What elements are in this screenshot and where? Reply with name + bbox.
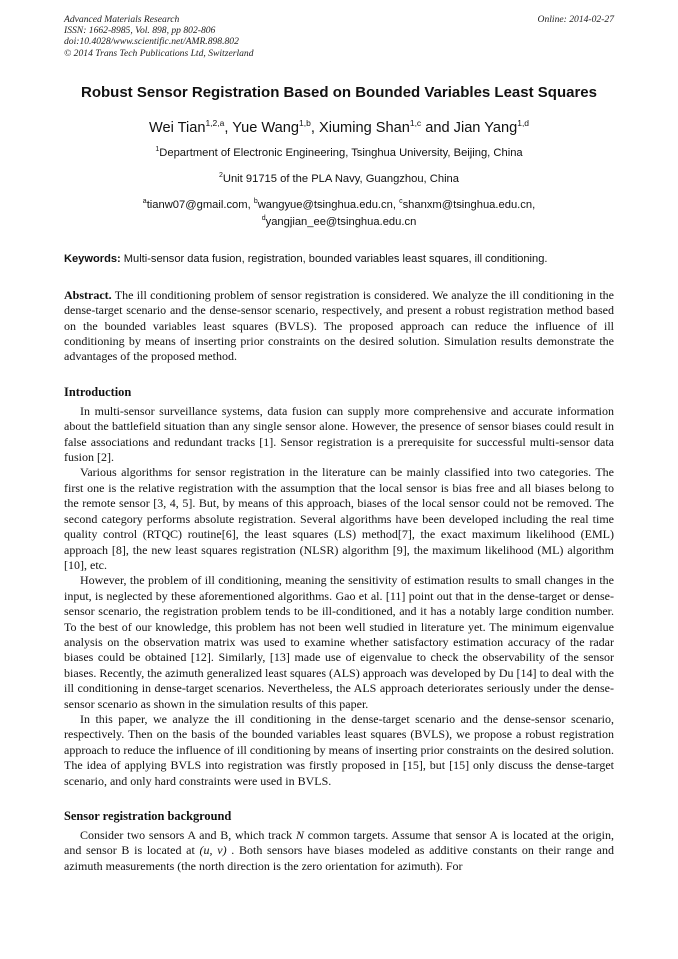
author-separator: , <box>310 119 319 136</box>
keywords <box>64 252 614 266</box>
author-name: Wei Tian <box>148 119 206 136</box>
author-separator: , <box>224 119 233 136</box>
introduction-body <box>64 404 614 789</box>
author-sup: 1,2,a <box>205 117 225 128</box>
author-sup: 1,c <box>409 117 422 128</box>
online-date: Online: 2014-02-27 <box>537 14 614 25</box>
author-list <box>64 114 614 137</box>
affiliation-sup: 1 <box>155 145 160 153</box>
email-sup: b <box>253 197 258 205</box>
email-b: wangyue@tsinghua.edu.cn, <box>257 198 400 211</box>
author-separator: and <box>421 119 454 136</box>
affiliation-sup: 2 <box>218 171 223 179</box>
text-run: Consider two sensors A and B, which track <box>80 828 296 842</box>
affiliation-text: Department of Electronic Engineering, Tsinghua University, Beijing, China <box>159 146 523 159</box>
journal-name: Advanced Materials Research <box>64 14 180 25</box>
author-emails <box>64 195 614 230</box>
text-run: common targets. Assume that sensor A is located at the origin, and sensor B is located at <box>64 828 614 858</box>
author-name: Jian Yang <box>453 119 518 136</box>
background-body <box>64 828 614 874</box>
abstract-text: The ill conditioning problem of sensor registration is considered. We analyze the ill conditioning in the dense-target scenario and the dense-sensor scenario, respectively, and present a robust registration method based on the bounded variables least squares (BVLS). The proposed approach can reduce the influence of ill conditioning by means of inserting prior constraints on the desired solution. Simulation results demonstrate the advantages of the proposed method. <box>64 287 614 364</box>
abstract-label: Abstract. <box>64 287 112 302</box>
paragraph: Various algorithms for sensor registration in the literature can be mainly classified into two categories. The first one is the relative registration with the assumption that the local sensor is bias free and all biases belong to the remote sensor [3, 4, 5]. But, by means of this approach, biases of the local sensor could not be removed. The second category performs absolute registration. Several algorithms have been developed including the real time quality control (RTQC) routine[6], the least squares (LS) method[7], the exact maximum likelihood (EML) approach [8], the new least squares registration (NLSR) algorithm [9], the maximum likelihood (ML) algorithm [10], etc. <box>64 465 614 572</box>
affiliation-2 <box>64 169 614 186</box>
section-heading-introduction: Introduction <box>64 384 132 399</box>
keywords-text: Multi-sensor data fusion, registration, bounded variables least squares, ill conditioning. <box>120 252 548 265</box>
text-run: . Both sensors have biases modeled as additive constants on their range and azimuth measurements (the north direction is the zero orientation for azimuth). For <box>64 843 614 873</box>
author-sup: 1,b <box>299 117 311 128</box>
author-name: Xiuming Shan <box>318 119 410 136</box>
journal-header <box>64 14 614 59</box>
email-c: shanxm@tsinghua.edu.cn, <box>402 198 536 211</box>
math-symbol: (u, v) <box>199 843 227 858</box>
paragraph: In this paper, we analyze the ill conditioning in the dense-target scenario and the dense-sensor scenario, respectively. Then on the basis of the bounded variables least squares (BVLS), we propose a robust registration approach to reduce the influence of ill conditioning by means of inserting prior constraints on the desired solution. The idea of applying BVLS into registration was firstly proposed in [15], but [15] only discuss the dense-target scenario, and only hard constraints were used in BVLS. <box>64 711 614 788</box>
paragraph: However, the problem of ill conditioning, meaning the sensitivity of estimation results to small changes in the input, is neglected by these aforementioned algorithms. Gao et al. [11] point out that in the dense-target or dense-sensor scenario, the registration problem tends to be ill-conditioned, and it has a notably large condition number. To the best of our knowledge, this problem has not been well studied in literature yet. The minimum eigenvalue analysis on the observation matrix was used to examine whether satisfactory estimation accuracy of the radar biases could be obtained [12]. Similarly, [13] made use of eigenvalue to check the observability of the sensor biases. Recently, the azimuth generalized least squares (ALS) approach was developed by Du [14] to deal with the ill conditioning in dense-target scenarios. Nevertheless, the ALS approach deteriorates seriously under the dense-sensor scenario as shown in the simulation results of this paper. <box>64 573 614 711</box>
issn-line: ISSN: 1662-8985, Vol. 898, pp 802-806 <box>64 25 216 37</box>
affiliation-text: Unit 91715 of the PLA Navy, Guangzhou, China <box>222 172 460 185</box>
author-name: Yue Wang <box>232 119 300 136</box>
paragraph <box>64 828 614 874</box>
paragraph: In multi-sensor surveillance systems, data fusion can supply more comprehensive and accurate information about the battlefield situation than any single sensor alone. However, the presence of sensor biases could result in false associations and redundant tracks [1]. Sensor registration is a prerequisite for successful multi-sensor data fusion [2]. <box>64 403 614 465</box>
author-sup: 1,d <box>517 117 530 128</box>
email-sup: a <box>142 197 147 205</box>
keywords-label: Keywords: <box>64 252 121 265</box>
email-sup: d <box>261 215 266 223</box>
doi-line: doi:10.4028/www.scientific.net/AMR.898.802 <box>64 36 239 48</box>
paper-title: Robust Sensor Registration Based on Bounded Variables Least Squares <box>81 83 597 101</box>
email-a: tianw07@gmail.com, <box>146 198 254 211</box>
copyright-line: © 2014 Trans Tech Publications Ltd, Switzerland <box>64 47 254 59</box>
math-symbol: N <box>295 828 304 842</box>
email-sup: c <box>399 197 403 205</box>
abstract <box>64 288 614 365</box>
section-heading-background: Sensor registration background <box>64 809 232 823</box>
affiliation-1 <box>64 143 614 160</box>
email-d: yangjian_ee@tsinghua.edu.cn <box>265 216 417 229</box>
